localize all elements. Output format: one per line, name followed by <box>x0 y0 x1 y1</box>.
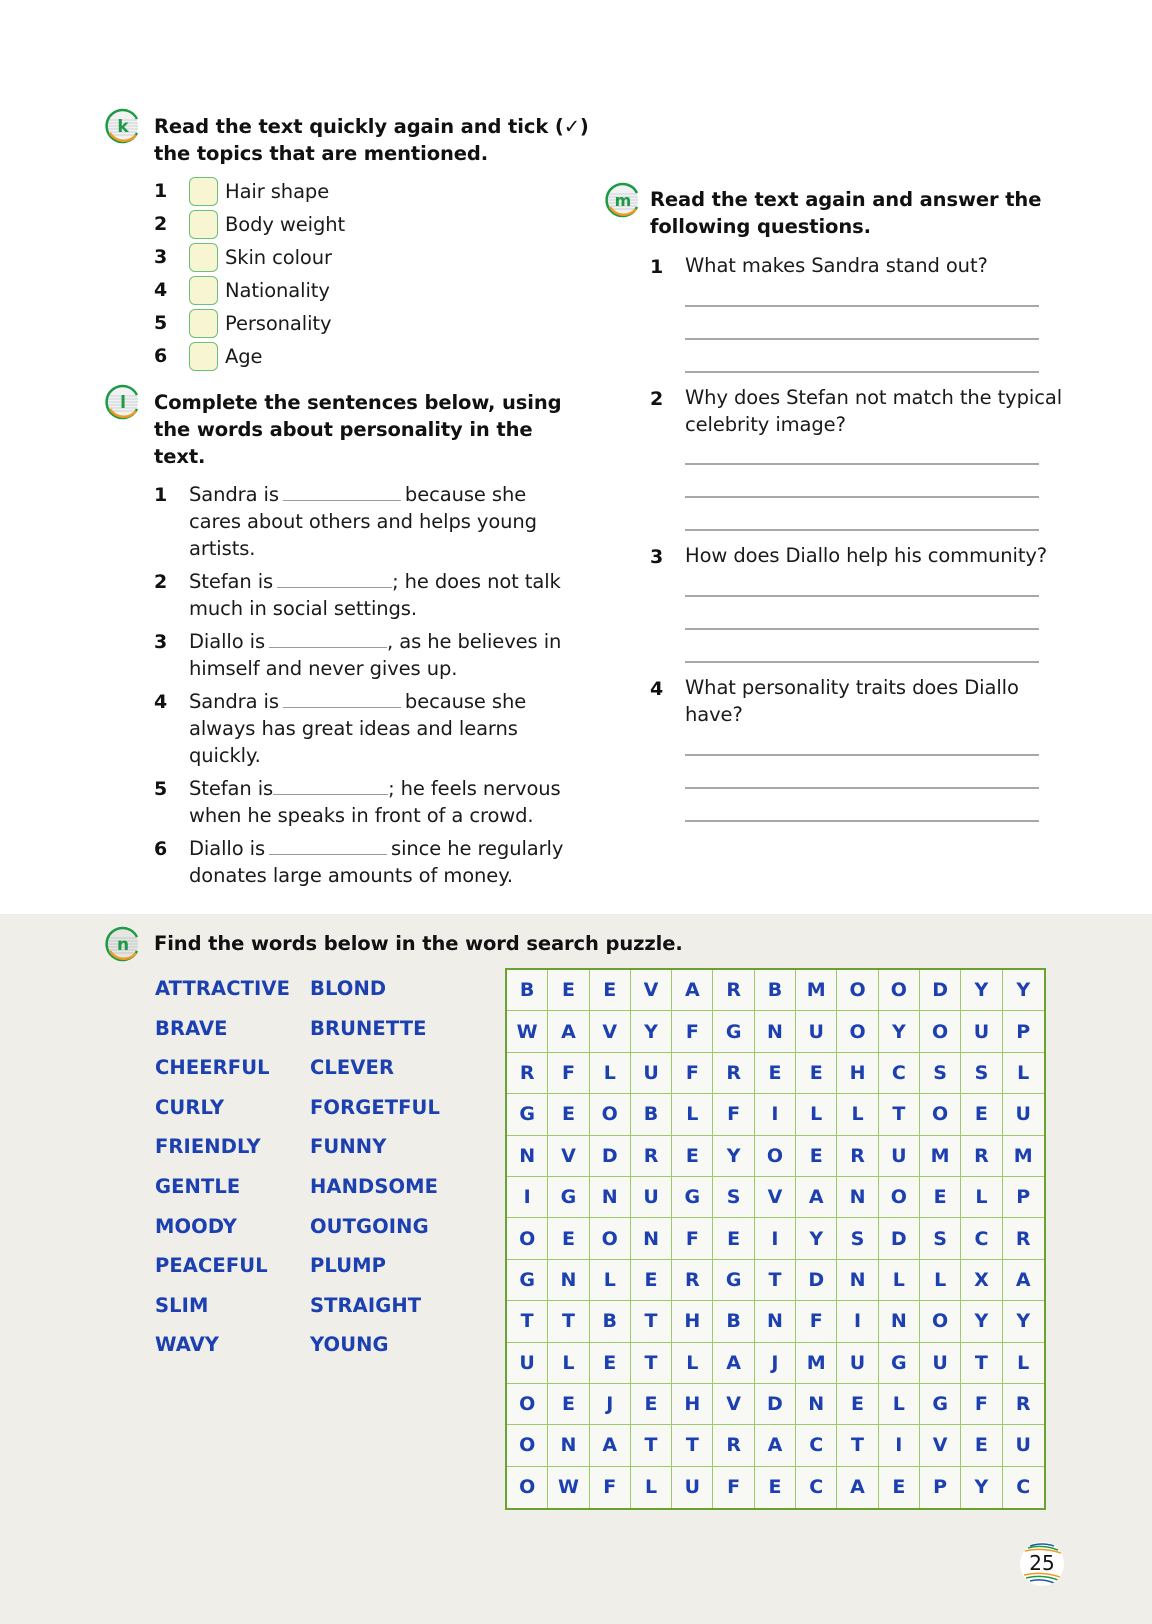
grid-cell[interactable]: E <box>796 1053 837 1094</box>
grid-cell[interactable]: Y <box>961 970 1002 1011</box>
question-number: 4 <box>650 678 664 700</box>
grid-cell[interactable]: Y <box>1003 1301 1044 1342</box>
word-item: PLUMP <box>310 1254 387 1277</box>
answer-line[interactable] <box>685 820 1039 822</box>
grid-cell[interactable]: E <box>713 1218 754 1259</box>
grid-cell[interactable]: N <box>548 1260 589 1301</box>
grid-cell[interactable]: T <box>631 1301 672 1342</box>
grid-cell[interactable]: U <box>796 1011 837 1052</box>
grid-cell[interactable]: O <box>507 1425 548 1466</box>
grid-cell[interactable]: U <box>961 1011 1002 1052</box>
page-number: 25 <box>1029 1551 1055 1575</box>
sentence-item: Stefan is ; he does not talk much in social settings. <box>189 570 561 620</box>
grid-cell[interactable]: G <box>507 1094 548 1135</box>
question-number: 2 <box>650 388 664 410</box>
grid-cell[interactable]: S <box>713 1177 754 1218</box>
grid-cell[interactable]: L <box>631 1467 672 1508</box>
sentence-number: 4 <box>154 691 168 713</box>
word-item: CLEVER <box>310 1056 395 1079</box>
grid-cell[interactable]: D <box>920 970 961 1011</box>
grid-cell[interactable]: U <box>631 1053 672 1094</box>
word-item: BRAVE <box>155 1017 228 1040</box>
grid-cell[interactable]: P <box>1003 1177 1044 1218</box>
topic-checkbox-skin-colour[interactable] <box>189 243 218 272</box>
grid-cell[interactable]: E <box>631 1384 672 1425</box>
topic-label: Age <box>225 345 263 368</box>
exercise-m-instruction: Read the text again and answer the following questions. <box>650 188 1042 238</box>
word-item: STRAIGHT <box>310 1294 422 1317</box>
grid-cell[interactable]: N <box>507 1136 548 1177</box>
grid-cell[interactable]: I <box>507 1177 548 1218</box>
grid-cell[interactable]: E <box>879 1467 920 1508</box>
grid-cell[interactable]: G <box>672 1177 713 1218</box>
grid-cell[interactable]: L <box>1003 1053 1044 1094</box>
grid-cell[interactable]: E <box>548 1094 589 1135</box>
word-item: MOODY <box>155 1215 237 1238</box>
grid-cell[interactable]: R <box>713 1053 754 1094</box>
sentence-number: 5 <box>154 778 168 800</box>
grid-cell[interactable]: M <box>796 1343 837 1384</box>
question-text: Why does Stefan not match the typical celebrity image? <box>685 386 1063 436</box>
word-item: CURLY <box>155 1096 225 1119</box>
topic-label: Body weight <box>225 213 346 236</box>
word-item: CHEERFUL <box>155 1056 270 1079</box>
grid-cell[interactable]: R <box>837 1136 878 1177</box>
sentence-item: Stefan is ; he feels nervous when he speaks in front of a crowd. <box>189 777 561 827</box>
answer-line[interactable] <box>685 463 1039 465</box>
sentence-number: 3 <box>154 631 168 653</box>
grid-cell[interactable]: F <box>590 1467 631 1508</box>
grid-cell[interactable]: E <box>631 1260 672 1301</box>
answer-line[interactable] <box>685 529 1039 531</box>
grid-cell[interactable]: G <box>507 1260 548 1301</box>
grid-cell[interactable]: O <box>879 1177 920 1218</box>
grid-cell[interactable]: V <box>755 1177 796 1218</box>
svg-text:m: m <box>614 191 632 210</box>
grid-cell[interactable]: Y <box>631 1011 672 1052</box>
grid-cell[interactable]: T <box>507 1301 548 1342</box>
grid-cell[interactable]: D <box>590 1136 631 1177</box>
topic-label: Personality <box>225 312 332 335</box>
word-item: OUTGOING <box>310 1215 429 1238</box>
topic-checkbox-nationality[interactable] <box>189 276 218 305</box>
grid-cell[interactable]: B <box>755 970 796 1011</box>
grid-cell[interactable]: O <box>879 970 920 1011</box>
grid-cell[interactable]: U <box>1003 1425 1044 1466</box>
grid-cell[interactable]: A <box>548 1011 589 1052</box>
grid-cell[interactable]: A <box>796 1177 837 1218</box>
grid-cell[interactable]: E <box>796 1136 837 1177</box>
topic-number: 1 <box>154 180 168 202</box>
grid-cell[interactable]: U <box>507 1343 548 1384</box>
grid-cell[interactable]: A <box>590 1425 631 1466</box>
grid-cell[interactable]: O <box>590 1094 631 1135</box>
grid-cell[interactable]: U <box>837 1343 878 1384</box>
grid-cell[interactable]: H <box>672 1301 713 1342</box>
word-item: WAVY <box>155 1333 220 1356</box>
question-number: 1 <box>650 256 664 278</box>
topic-number: 5 <box>154 312 168 334</box>
page-number-badge <box>1020 1542 1064 1586</box>
grid-cell[interactable]: T <box>837 1425 878 1466</box>
word-item: GENTLE <box>155 1175 241 1198</box>
grid-cell[interactable]: E <box>961 1094 1002 1135</box>
grid-cell[interactable]: W <box>548 1467 589 1508</box>
word-item: SLIM <box>155 1294 209 1317</box>
grid-cell[interactable]: F <box>961 1384 1002 1425</box>
grid-cell[interactable]: N <box>755 1301 796 1342</box>
grid-cell[interactable]: O <box>755 1136 796 1177</box>
topic-checkbox-body-weight[interactable] <box>189 210 218 239</box>
grid-cell[interactable]: E <box>590 1343 631 1384</box>
grid-cell[interactable]: N <box>590 1177 631 1218</box>
grid-cell[interactable]: G <box>920 1384 961 1425</box>
grid-cell[interactable]: O <box>920 1301 961 1342</box>
grid-cell[interactable]: U <box>631 1177 672 1218</box>
grid-cell[interactable]: E <box>961 1425 1002 1466</box>
grid-cell[interactable]: A <box>713 1343 754 1384</box>
topic-checkbox-age[interactable] <box>189 342 218 371</box>
grid-cell[interactable]: R <box>713 1425 754 1466</box>
word-item: FORGETFUL <box>310 1096 441 1119</box>
grid-cell[interactable]: C <box>796 1425 837 1466</box>
topic-checkbox-personality[interactable] <box>189 309 218 338</box>
grid-cell[interactable]: P <box>920 1467 961 1508</box>
word-item: PEACEFUL <box>155 1254 268 1277</box>
word-item: ATTRACTIVE <box>155 977 291 1000</box>
grid-cell[interactable]: O <box>920 1094 961 1135</box>
grid-cell[interactable]: R <box>713 970 754 1011</box>
grid-cell[interactable]: O <box>507 1218 548 1259</box>
grid-cell[interactable]: V <box>920 1425 961 1466</box>
grid-cell[interactable]: R <box>1003 1384 1044 1425</box>
grid-cell[interactable]: E <box>548 970 589 1011</box>
question-text: What personality traits does Diallo have? <box>685 676 1019 726</box>
grid-cell[interactable]: T <box>879 1094 920 1135</box>
grid-cell[interactable]: N <box>796 1384 837 1425</box>
grid-cell[interactable]: U <box>879 1136 920 1177</box>
grid-cell[interactable]: E <box>755 1467 796 1508</box>
grid-cell[interactable]: V <box>631 970 672 1011</box>
topic-checkbox-hair-shape[interactable] <box>189 177 218 206</box>
grid-cell[interactable]: T <box>755 1260 796 1301</box>
grid-cell[interactable]: G <box>713 1011 754 1052</box>
sentence-number: 2 <box>154 571 168 593</box>
grid-cell[interactable]: S <box>837 1218 878 1259</box>
grid-cell[interactable]: W <box>507 1011 548 1052</box>
question-number: 3 <box>650 546 664 568</box>
question-text: How does Diallo help his community? <box>685 544 1048 567</box>
exercise-k-instruction: Read the text quickly again and tick (✓) the topics that are mentioned. <box>154 115 589 165</box>
svg-text:n: n <box>116 935 130 955</box>
answer-line[interactable] <box>685 787 1039 789</box>
sentence-number: 1 <box>154 484 168 506</box>
grid-cell[interactable]: E <box>590 970 631 1011</box>
grid-cell[interactable]: Y <box>961 1301 1002 1342</box>
grid-cell[interactable]: F <box>796 1301 837 1342</box>
grid-cell[interactable]: I <box>879 1425 920 1466</box>
grid-cell[interactable]: N <box>837 1177 878 1218</box>
grid-cell[interactable]: R <box>631 1136 672 1177</box>
word-item: HANDSOME <box>310 1175 439 1198</box>
grid-cell[interactable]: H <box>837 1053 878 1094</box>
sentence-number: 6 <box>154 838 168 860</box>
grid-cell[interactable]: E <box>755 1053 796 1094</box>
question-text: What makes Sandra stand out? <box>685 254 988 277</box>
grid-cell[interactable]: L <box>961 1177 1002 1218</box>
grid-cell[interactable]: Y <box>961 1467 1002 1508</box>
grid-cell[interactable]: H <box>672 1384 713 1425</box>
grid-cell[interactable]: L <box>672 1094 713 1135</box>
grid-cell[interactable]: B <box>713 1301 754 1342</box>
grid-cell[interactable]: A <box>1003 1260 1044 1301</box>
grid-cell[interactable]: L <box>879 1260 920 1301</box>
sentence-item: Diallo is since he regularly donates large amounts of money. <box>189 837 564 887</box>
grid-cell[interactable]: J <box>755 1343 796 1384</box>
grid-cell[interactable]: Y <box>713 1136 754 1177</box>
topic-number: 6 <box>154 345 168 367</box>
grid-cell[interactable]: C <box>1016 1476 1031 1499</box>
grid-cell[interactable]: L <box>548 1343 589 1384</box>
grid-cell[interactable]: F <box>713 1094 754 1135</box>
grid-cell[interactable]: L <box>796 1094 837 1135</box>
answer-line[interactable] <box>685 754 1039 756</box>
grid-cell[interactable]: D <box>796 1260 837 1301</box>
grid-cell[interactable]: E <box>920 1177 961 1218</box>
grid-cell[interactable]: U <box>1003 1094 1044 1135</box>
grid-cell[interactable]: R <box>507 1053 548 1094</box>
grid-cell[interactable]: X <box>961 1260 1002 1301</box>
grid-cell[interactable]: C <box>961 1218 1002 1259</box>
grid-cell[interactable]: A <box>837 1467 878 1508</box>
answer-blank[interactable] <box>283 483 401 501</box>
grid-cell[interactable]: T <box>631 1425 672 1466</box>
grid-cell[interactable]: F <box>672 1011 713 1052</box>
grid-cell[interactable]: E <box>672 1136 713 1177</box>
grid-cell[interactable]: I <box>755 1218 796 1259</box>
grid-cell[interactable]: F <box>672 1053 713 1094</box>
answer-blank[interactable] <box>269 837 387 855</box>
grid-cell[interactable]: C <box>796 1467 837 1508</box>
grid-cell[interactable]: G <box>713 1260 754 1301</box>
answer-line[interactable] <box>685 305 1039 307</box>
exercise-l-instruction: Complete the sentences below, using the words about personality in the text. <box>154 391 562 468</box>
grid-cell[interactable]: N <box>879 1301 920 1342</box>
exercise-n-badge-icon <box>104 925 142 963</box>
word-item: YOUNG <box>310 1333 389 1356</box>
grid-cell[interactable]: F <box>713 1467 754 1508</box>
grid-cell[interactable]: J <box>590 1384 631 1425</box>
grid-cell[interactable]: I <box>837 1301 878 1342</box>
grid-cell[interactable]: D <box>879 1218 920 1259</box>
word-item: BLOND <box>310 977 387 1000</box>
grid-cell[interactable]: V <box>548 1136 589 1177</box>
sentence-item: Sandra is because she always has great ideas and learns quickly. <box>189 690 527 767</box>
topic-number: 4 <box>154 279 168 301</box>
topic-label: Nationality <box>225 279 330 302</box>
grid-cell[interactable]: C <box>879 1053 920 1094</box>
grid-cell[interactable]: L <box>590 1260 631 1301</box>
grid-cell[interactable]: O <box>837 1011 878 1052</box>
grid-cell[interactable]: P <box>1003 1011 1044 1052</box>
grid-cell[interactable]: T <box>961 1343 1002 1384</box>
grid-cell[interactable]: O <box>837 970 878 1011</box>
grid-cell[interactable]: M <box>796 970 837 1011</box>
grid-cell[interactable]: Y <box>879 1011 920 1052</box>
grid-cell[interactable]: T <box>631 1343 672 1384</box>
grid-cell[interactable]: V <box>713 1384 754 1425</box>
grid-cell[interactable]: S <box>920 1053 961 1094</box>
grid-cell[interactable]: B <box>507 970 548 1011</box>
grid-cell[interactable]: A <box>672 970 713 1011</box>
word-item: FRIENDLY <box>155 1135 261 1158</box>
grid-cell[interactable]: U <box>672 1467 713 1508</box>
grid-cell[interactable]: S <box>961 1053 1002 1094</box>
grid-cell[interactable]: D <box>755 1384 796 1425</box>
answer-line[interactable] <box>685 628 1039 630</box>
answer-blank[interactable] <box>283 690 401 708</box>
exercise-n-instruction: Find the words below in the word search puzzle. <box>154 932 683 955</box>
sentence-item: Diallo is , as he believes in himself and never gives up. <box>189 630 562 680</box>
grid-cell[interactable]: I <box>755 1094 796 1135</box>
word-search-grid[interactable] <box>505 968 1046 1510</box>
grid-cell[interactable]: F <box>548 1053 589 1094</box>
grid-cell[interactable]: O <box>507 1384 548 1425</box>
grid-cell[interactable]: R <box>1003 1218 1044 1259</box>
grid-cell[interactable]: G <box>879 1343 920 1384</box>
topic-label: Skin colour <box>225 246 332 269</box>
grid-cell[interactable]: L <box>672 1343 713 1384</box>
grid-cell[interactable]: Y <box>796 1218 837 1259</box>
grid-cell[interactable]: T <box>672 1425 713 1466</box>
grid-cell[interactable]: B <box>590 1301 631 1342</box>
topic-number: 2 <box>154 213 168 235</box>
grid-cell[interactable]: E <box>837 1384 878 1425</box>
grid-cell[interactable]: T <box>548 1301 589 1342</box>
grid-cell[interactable]: N <box>837 1260 878 1301</box>
grid-cell[interactable]: N <box>631 1218 672 1259</box>
answer-line[interactable] <box>685 595 1039 597</box>
answer-line[interactable] <box>685 496 1039 498</box>
grid-cell[interactable]: S <box>920 1218 961 1259</box>
grid-cell[interactable]: A <box>755 1425 796 1466</box>
answer-line[interactable] <box>685 338 1039 340</box>
grid-cell[interactable]: V <box>590 1011 631 1052</box>
grid-cell[interactable]: O <box>507 1467 548 1508</box>
grid-cell[interactable]: R <box>961 1136 1002 1177</box>
grid-cell[interactable]: F <box>672 1218 713 1259</box>
grid-cell[interactable]: L <box>920 1260 961 1301</box>
exercise-m-badge-icon <box>604 181 642 219</box>
svg-text:k: k <box>117 117 129 137</box>
grid-cell[interactable]: U <box>920 1343 961 1384</box>
svg-text:l: l <box>120 393 126 413</box>
answer-line[interactable] <box>685 371 1039 373</box>
grid-cell[interactable]: G <box>548 1177 589 1218</box>
sentence-item: Sandra is because she cares about others and helps young artists. <box>189 483 537 560</box>
exercise-k-badge-icon <box>104 107 142 145</box>
grid-cell[interactable]: M <box>1003 1136 1044 1177</box>
answer-blank[interactable] <box>273 777 388 795</box>
answer-blank[interactable] <box>269 630 387 648</box>
grid-cell[interactable]: E <box>548 1218 589 1259</box>
grid-cell[interactable]: L <box>590 1053 631 1094</box>
word-item: FUNNY <box>310 1135 387 1158</box>
grid-cell[interactable]: B <box>631 1094 672 1135</box>
grid-cell[interactable]: L <box>879 1384 920 1425</box>
topic-number: 3 <box>154 246 168 268</box>
grid-cell[interactable]: Y <box>1003 970 1044 1011</box>
exercise-l-badge-icon <box>104 383 142 421</box>
grid-cell[interactable]: L <box>837 1094 878 1135</box>
grid-cell[interactable]: R <box>672 1260 713 1301</box>
grid-cell[interactable]: N <box>755 1011 796 1052</box>
grid-cell[interactable]: M <box>920 1136 961 1177</box>
grid-cell[interactable]: O <box>920 1011 961 1052</box>
grid-cell[interactable]: O <box>590 1218 631 1259</box>
word-item: BRUNETTE <box>310 1017 427 1040</box>
topic-label: Hair shape <box>225 180 330 203</box>
grid-cell[interactable]: E <box>548 1384 589 1425</box>
answer-line[interactable] <box>685 661 1039 663</box>
answer-blank[interactable] <box>277 570 392 588</box>
grid-cell[interactable]: N <box>548 1425 589 1466</box>
grid-cell[interactable]: L <box>1003 1343 1044 1384</box>
